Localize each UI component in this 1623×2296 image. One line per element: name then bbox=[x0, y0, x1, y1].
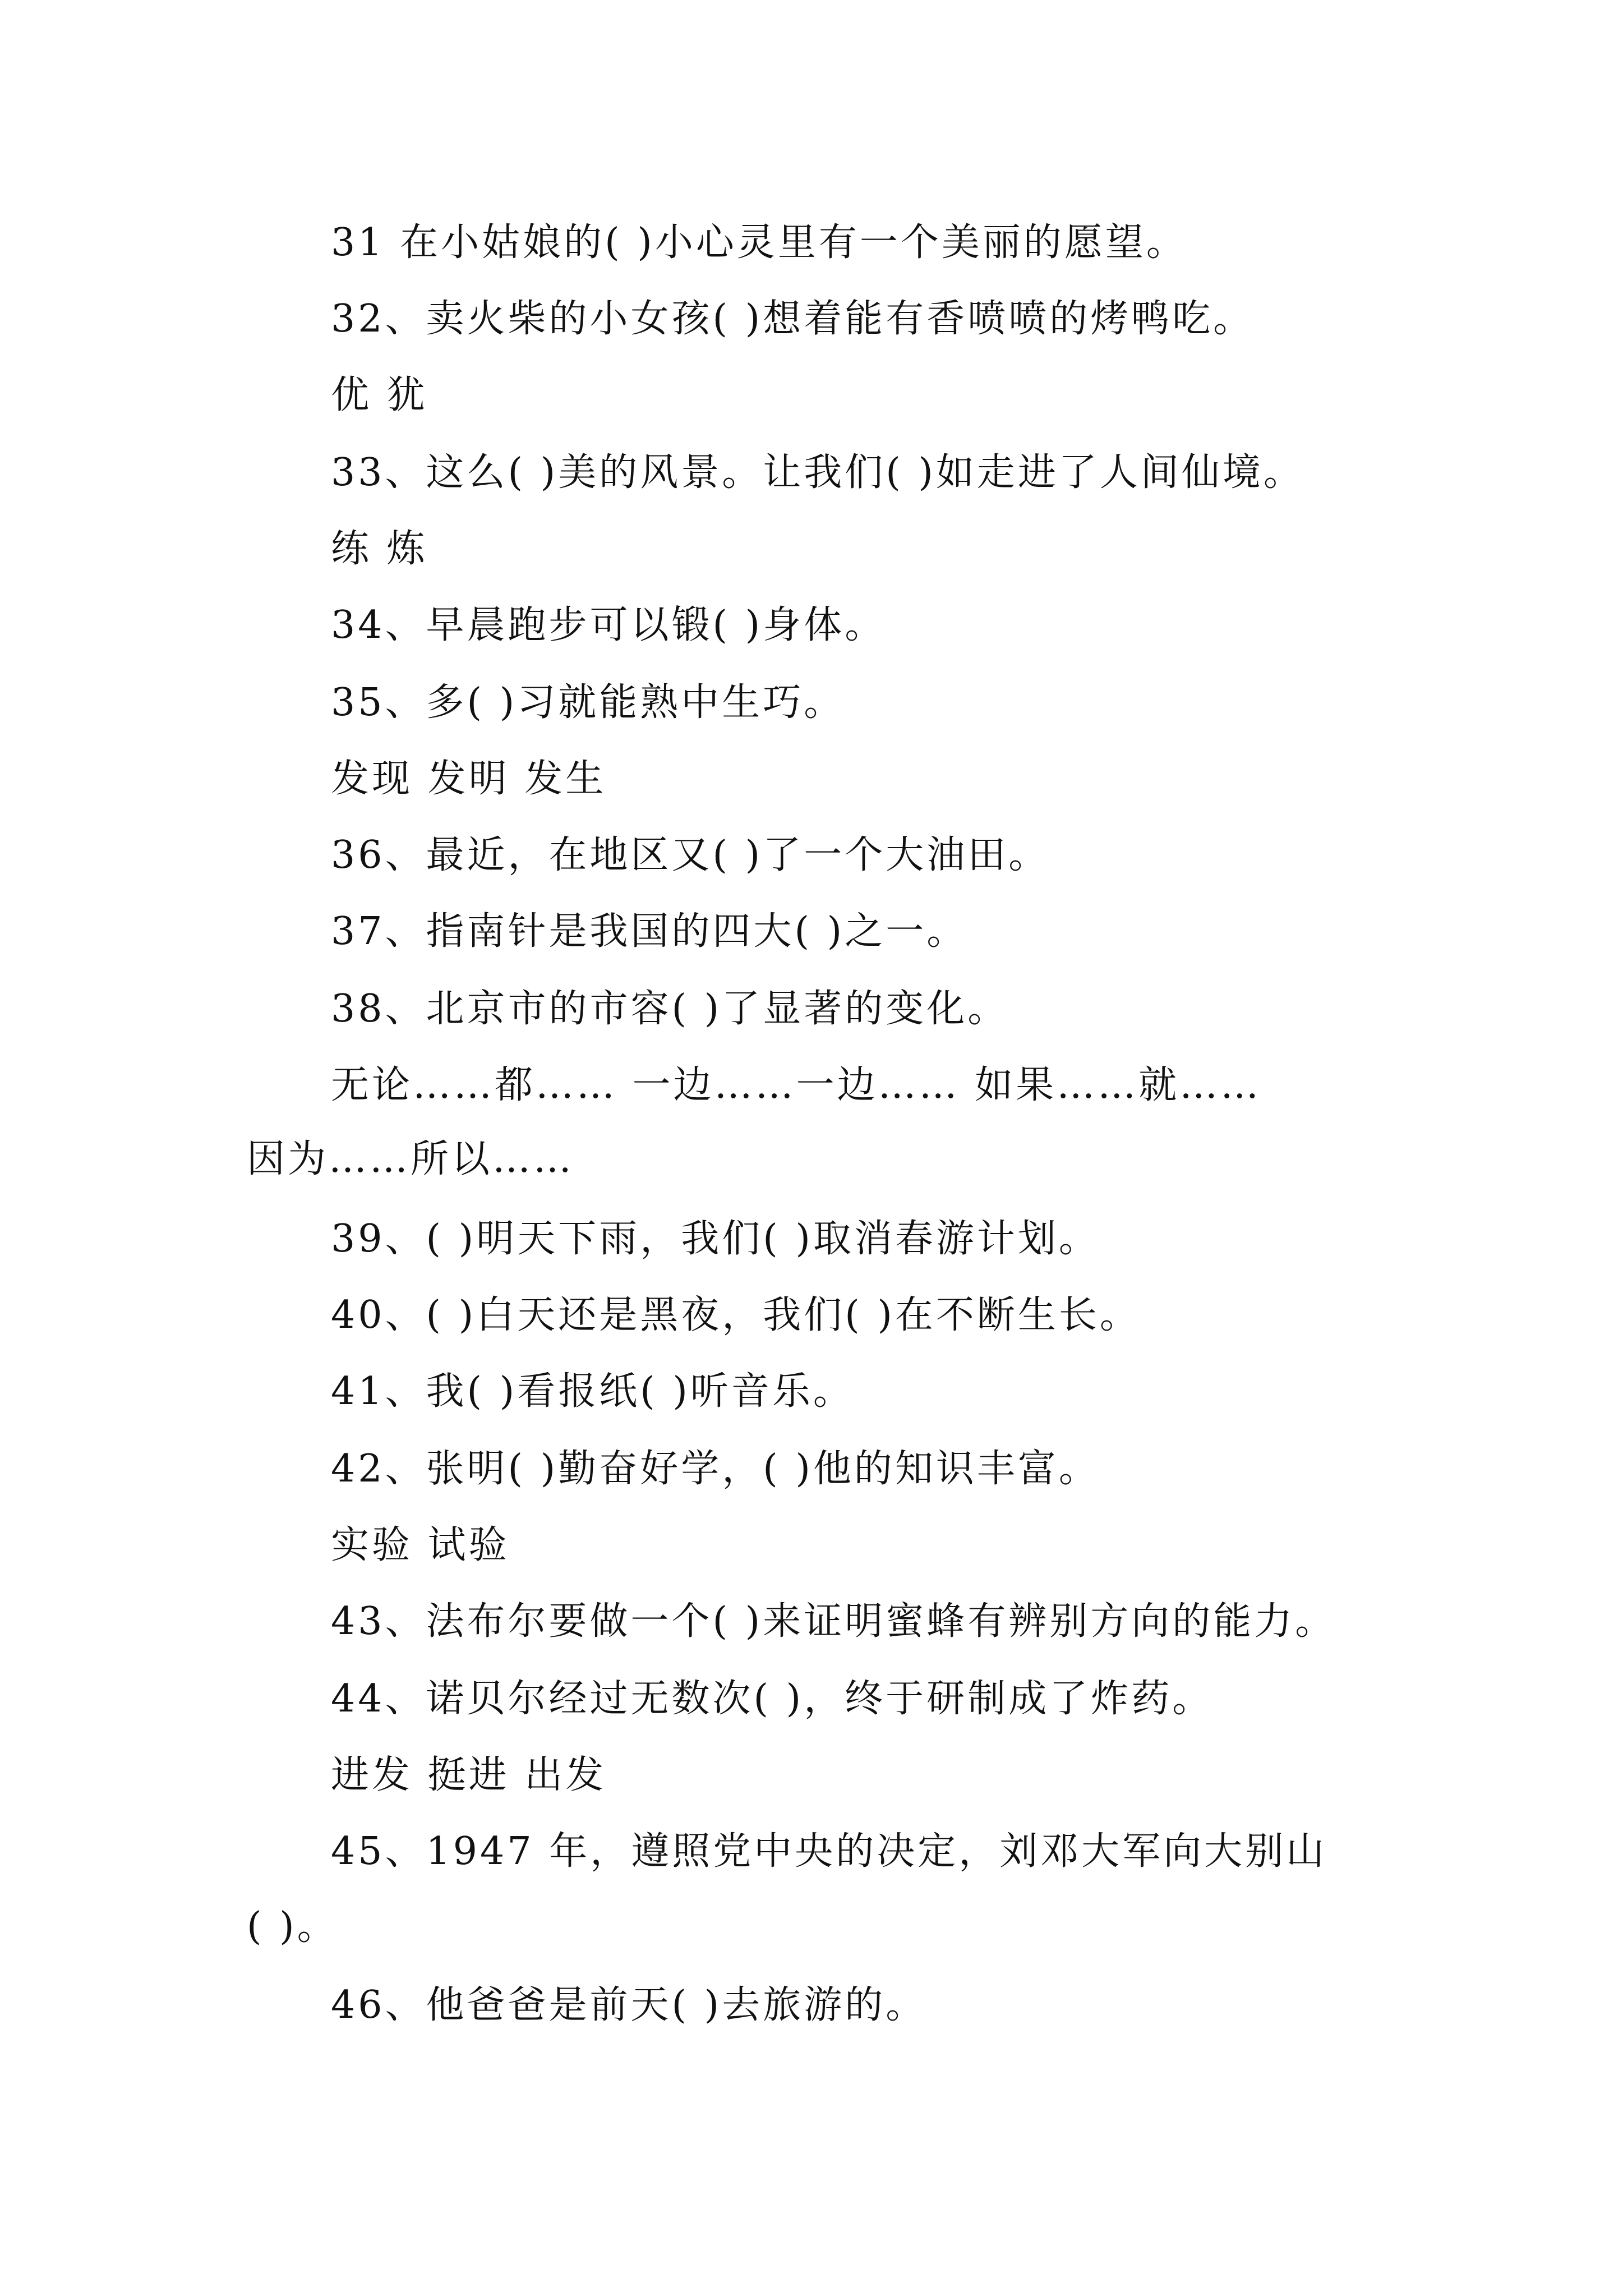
question-41: 41、我( )看报纸( )听音乐。 bbox=[331, 1369, 854, 1414]
question-44: 44、诺贝尔经过无数次( )，终于研制成了炸药。 bbox=[331, 1677, 1214, 1721]
question-42: 42、张明( )勤奋好学，( )他的知识丰富。 bbox=[331, 1447, 1100, 1491]
question-38: 38、北京市的市容( )了显著的变化。 bbox=[331, 987, 1009, 1031]
question-35: 35、多( )习就能熟中生巧。 bbox=[331, 680, 845, 725]
word-options-yan: 实验 试验 bbox=[331, 1523, 510, 1567]
word-options-fa: 发现 发明 发生 bbox=[331, 757, 607, 801]
word-options-you: 优 犹 bbox=[331, 373, 428, 417]
question-40: 40、( )白天还是黑夜，我们( )在不断生长。 bbox=[331, 1293, 1141, 1337]
question-32: 32、卖火柴的小女孩( )想着能有香喷喷的烤鸭吃。 bbox=[331, 297, 1255, 341]
question-36: 36、最近，在地区又( )了一个大油田。 bbox=[331, 833, 1050, 877]
word-options-lian: 练 炼 bbox=[331, 527, 428, 571]
question-39: 39、( )明天下雨，我们( )取消春游计划。 bbox=[331, 1217, 1100, 1261]
question-33: 33、这么( )美的风景。让我们( )如走进了人间仙境。 bbox=[331, 450, 1304, 495]
question-43: 43、法布尔要做一个( )来证明蜜蜂有辨别方向的能力。 bbox=[331, 1599, 1336, 1644]
conjunction-options: 无论……都…… 一边……一边…… 如果……就…… bbox=[331, 1063, 1262, 1107]
word-options-jin: 进发 挺进 出发 bbox=[331, 1753, 607, 1797]
question-37: 37、指南针是我国的四大( )之一。 bbox=[331, 909, 968, 954]
question-31: 31 在小姑娘的( )小心灵里有一个美丽的愿望。 bbox=[331, 220, 1187, 265]
question-34: 34、早晨跑步可以锻( )身体。 bbox=[331, 603, 886, 647]
conjunction-options-cont: 因为……所以…… bbox=[247, 1137, 575, 1181]
question-45: 45、1947 年，遵照党中央的决定，刘邓大军向大别山 bbox=[331, 1829, 1327, 1874]
question-46: 46、他爸爸是前天( )去旅游的。 bbox=[331, 1983, 927, 2027]
question-45-cont: ( )。 bbox=[247, 1904, 338, 1949]
